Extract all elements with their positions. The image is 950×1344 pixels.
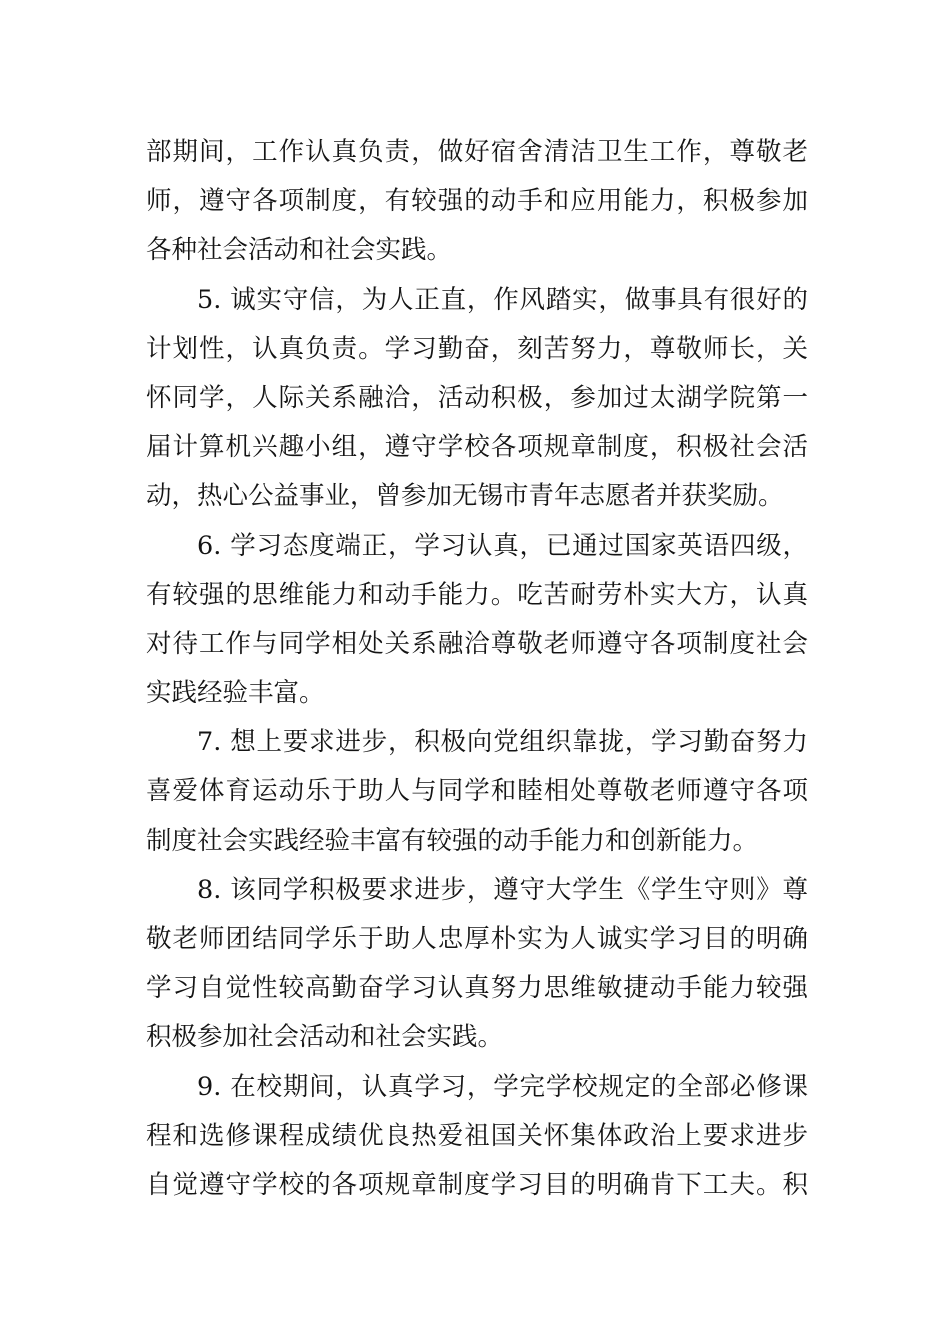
paragraph-item-7 (146, 718, 808, 866)
text-line: 自觉遵守学校的各项规章制度学习目的明确肯下工夫。积 (146, 1169, 808, 1200)
text-line: 各种社会活动和社会实践。 (146, 235, 453, 266)
text-line: 程和选修课程成绩优良热爱祖国关怀集体政治上要求进步 (146, 1120, 808, 1151)
text-line: 部期间，工作认真负责，做好宿舍清洁卫生工作，尊敬老 (146, 137, 808, 167)
text-line: 敬老师团结同学乐于助人忠厚朴实为人诚实学习目的明确 (146, 924, 808, 954)
paragraph-item-8 (146, 866, 808, 1063)
text-line: 9. 在校期间，认真学习，学完学校规定的全部必修课 (197, 1071, 808, 1102)
text-line: 5. 诚实守信，为人正直，作风踏实，做事具有很好的 (197, 284, 808, 315)
text-line: 制度社会实践经验丰富有较强的动手能力和创新能力。 (146, 825, 759, 856)
document-body (146, 128, 808, 1210)
text-line: 怀同学，人际关系融洽，活动积极，参加过太湖学院第一 (146, 382, 808, 413)
text-line: 7. 想上要求进步，积极向党组织靠拢，学习勤奋努力 (197, 727, 808, 758)
text-line: 师，遵守各项制度，有较强的动手和应用能力，积极参加 (146, 186, 808, 217)
text-line: 对待工作与同学相处关系融洽尊敬老师遵守各项制度社会 (146, 628, 808, 659)
text-line: 6. 学习态度端正，学习认真，已通过国家英语四级， (197, 530, 808, 561)
paragraph (146, 128, 808, 276)
text-line: 实践经验丰富。 (146, 678, 325, 709)
text-line: 届计算机兴趣小组，遵守学校各项规章制度，积极社会活 (146, 432, 808, 463)
text-line: 积极参加社会活动和社会实践。 (146, 1022, 504, 1053)
text-line: 动，热心公益事业，曾参加无锡市青年志愿者并获奖励。 (146, 481, 784, 512)
text-line: 有较强的思维能力和动手能力。吃苦耐劳朴实大方，认真 (146, 579, 808, 610)
text-line: 学习自觉性较高勤奋学习认真努力思维敏捷动手能力较强 (146, 973, 808, 1004)
paragraph-item-5 (146, 276, 808, 522)
paragraph-item-9 (146, 1063, 808, 1211)
text-line: 喜爱体育运动乐于助人与同学和睦相处尊敬老师遵守各项 (146, 776, 808, 807)
text-line: 8. 该同学积极要求进步，遵守大学生《学生守则》尊 (197, 874, 808, 905)
paragraph-item-6 (146, 522, 808, 719)
text-line: 计划性，认真负责。学习勤奋，刻苦努力，尊敬师长，关 (146, 333, 808, 364)
